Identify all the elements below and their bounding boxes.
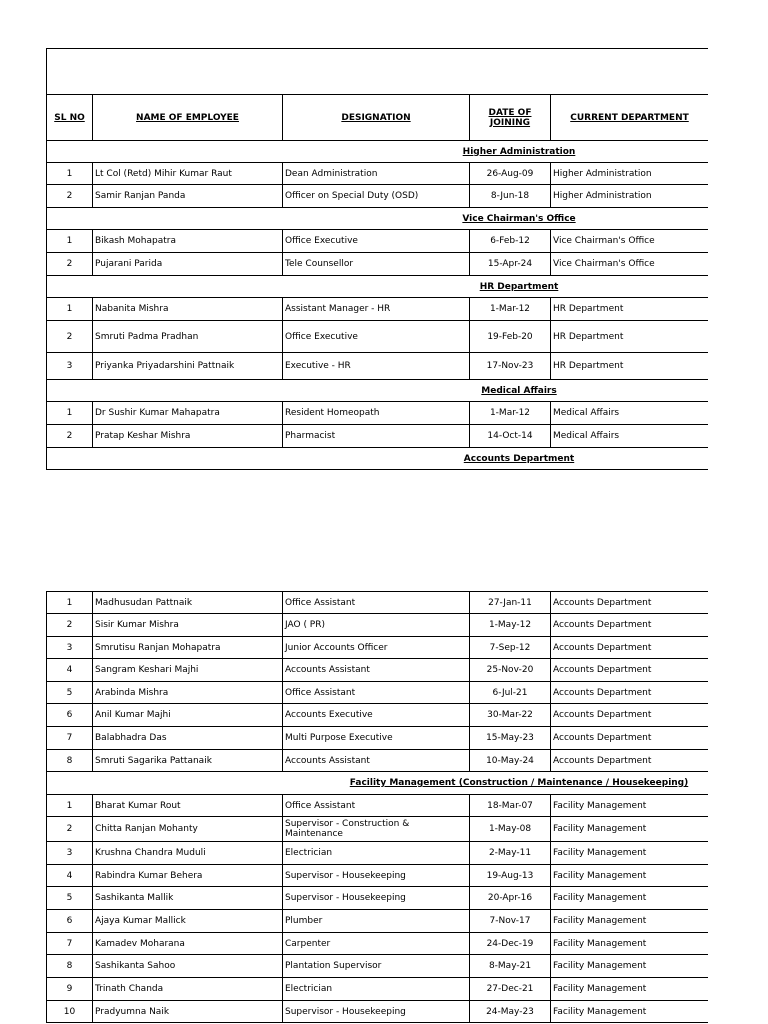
header-sl-no: SL NO (47, 95, 93, 140)
cell-dept: HR Department (553, 331, 624, 342)
cell-doj: 26-Aug-09 (470, 163, 551, 184)
section-title-cell (47, 448, 708, 469)
cell-doj: 15-May-23 (470, 727, 551, 749)
cell-dept: HR Department (553, 361, 624, 371)
cell-dept: Facility Management (553, 938, 647, 949)
cell-dept: Accounts Department (553, 710, 652, 720)
cell-sl: 9 (47, 978, 93, 1000)
table-row (47, 955, 708, 978)
cell-sl: 6 (47, 704, 93, 726)
section-title: Vice Chairman's Office (462, 213, 576, 224)
section-title: Medical Affairs (481, 385, 557, 396)
cell-designation: Office Assistant (283, 795, 470, 816)
table-row (47, 750, 708, 772)
cell-designation: Office Assistant (283, 682, 470, 703)
cell-dept: Vice Chairman's Office (553, 236, 655, 246)
cell-sl: 7 (47, 727, 93, 749)
cell-sl: 1 (47, 230, 93, 252)
table-row (47, 185, 708, 208)
table-row (47, 978, 708, 1001)
header-name: NAME OF EMPLOYEE (93, 95, 283, 140)
cell-sl: 2 (47, 253, 93, 275)
cell-sl: 5 (47, 682, 93, 703)
table-row (47, 659, 708, 682)
cell-name: Balabhadra Das (93, 727, 283, 749)
cell-designation: Electrician (283, 842, 470, 864)
cell-dept: Accounts Department (553, 733, 652, 743)
cell-dept: Accounts Department (553, 642, 652, 653)
cell-designation: Accounts Executive (283, 704, 470, 726)
cell-designation: Tele Counsellor (283, 253, 470, 275)
cell-dept: Facility Management (553, 1006, 647, 1017)
cell-name: Bikash Mohapatra (93, 230, 283, 252)
header-department: CURRENT DEPARTMENT (570, 112, 689, 123)
cell-designation: Office Assistant (283, 592, 470, 613)
employee-table-1 (46, 48, 708, 470)
cell-dept: Medical Affairs (553, 431, 620, 441)
table-row (47, 163, 708, 185)
section-title-cell (47, 772, 708, 794)
cell-dept: Facility Management (553, 848, 647, 858)
cell-doj: 18-Mar-07 (470, 795, 551, 816)
cell-sl: 1 (47, 592, 93, 613)
cell-name: Sashikanta Mallik (93, 887, 283, 909)
table-row (47, 842, 708, 865)
cell-dept: Accounts Department (553, 620, 652, 630)
section-title: Accounts Department (463, 453, 575, 464)
table-row (47, 353, 708, 380)
cell-sl: 10 (47, 1001, 93, 1022)
cell-designation: Supervisor - Construction & Maintenance (283, 817, 470, 841)
cell-name: Nabanita Mishra (93, 298, 283, 320)
cell-designation: Dean Administration (283, 163, 470, 184)
cell-sl: 4 (47, 865, 93, 886)
table-row (47, 817, 708, 842)
cell-designation: Assistant Manager - HR (283, 298, 470, 320)
cell-name: Rabindra Kumar Behera (93, 865, 283, 886)
cell-sl: 6 (47, 910, 93, 932)
cell-designation: Executive - HR (283, 353, 470, 379)
cell-doj: 7-Sep-12 (470, 637, 551, 658)
section-title: Facility Management (Construction / Maintenance / Housekeeping) (349, 778, 689, 788)
cell-doj: 24-May-23 (470, 1001, 551, 1022)
section-row (47, 380, 708, 402)
cell-sl: 3 (47, 637, 93, 658)
cell-sl: 1 (47, 795, 93, 816)
cell-designation: Supervisor - Housekeeping (283, 887, 470, 909)
cell-sl: 5 (47, 887, 93, 909)
cell-sl: 2 (47, 185, 93, 207)
cell-designation: Plantation Supervisor (283, 955, 470, 977)
cell-doj: 15-Apr-24 (470, 253, 551, 275)
cell-doj: 14-Oct-14 (470, 425, 551, 447)
table-row (47, 402, 708, 425)
cell-designation: Carpenter (283, 933, 470, 954)
cell-dept: Accounts Department (553, 755, 652, 766)
section-title-cell (47, 276, 708, 297)
cell-doj: 19-Aug-13 (470, 865, 551, 886)
header-row (47, 95, 708, 141)
cell-sl: 2 (47, 425, 93, 447)
cell-dept: HR Department (553, 304, 624, 314)
cell-dept: Higher Administration (553, 168, 652, 179)
cell-designation: JAO ( PR) (283, 614, 470, 636)
cell-doj: 27-Jan-11 (470, 592, 551, 613)
section-title: HR Department (479, 281, 559, 292)
cell-dept: Facility Management (553, 824, 647, 834)
cell-designation: Junior Accounts Officer (283, 637, 470, 658)
section-row (47, 208, 708, 230)
cell-name: Sisir Kumar Mishra (93, 614, 283, 636)
cell-doj: 1-Mar-12 (470, 298, 551, 320)
cell-designation: Accounts Assistant (283, 659, 470, 681)
cell-sl: 1 (47, 163, 93, 184)
cell-dept: Accounts Department (553, 687, 652, 698)
cell-designation: Office Executive (283, 321, 470, 352)
table-row (47, 253, 708, 276)
section-title-cell (47, 380, 708, 401)
cell-dept: Accounts Department (553, 665, 652, 675)
section-row (47, 448, 708, 470)
cell-designation: Supervisor - Housekeeping (283, 865, 470, 886)
cell-designation: Office Executive (283, 230, 470, 252)
cell-doj: 19-Feb-20 (470, 321, 551, 352)
table-row (47, 637, 708, 659)
cell-name: Pratap Keshar Mishra (93, 425, 283, 447)
table-title-row (47, 49, 708, 95)
table-row (47, 298, 708, 321)
cell-sl: 1 (47, 402, 93, 424)
cell-designation: Accounts Assistant (283, 750, 470, 771)
cell-name: Smruti Sagarika Pattanaik (93, 750, 283, 771)
cell-name: Dr Sushir Kumar Mahapatra (93, 402, 283, 424)
cell-name: Ajaya Kumar Mallick (93, 910, 283, 932)
cell-doj: 8-May-21 (470, 955, 551, 977)
cell-sl: 2 (47, 817, 93, 841)
cell-dept: Facility Management (553, 893, 647, 903)
table-row (47, 727, 708, 750)
cell-name: Chitta Ranjan Mohanty (93, 817, 283, 841)
section-row (47, 276, 708, 298)
cell-name: Trinath Chanda (93, 978, 283, 1000)
header-doj-line1: DATE OF (488, 107, 532, 118)
table-row (47, 865, 708, 887)
cell-dept: Medical Affairs (553, 408, 620, 418)
cell-name: Sangram Keshari Majhi (93, 659, 283, 681)
cell-name: Arabinda Mishra (93, 682, 283, 703)
cell-doj: 10-May-24 (470, 750, 551, 771)
cell-sl: 3 (47, 842, 93, 864)
cell-designation: Resident Homeopath (283, 402, 470, 424)
cell-sl: 2 (47, 321, 93, 352)
cell-designation: Multi Purpose Executive (283, 727, 470, 749)
cell-sl: 7 (47, 933, 93, 954)
section-title-cell (47, 208, 708, 229)
cell-sl: 1 (47, 298, 93, 320)
cell-doj: 8-Jun-18 (470, 185, 551, 207)
cell-doj: 27-Dec-21 (470, 978, 551, 1000)
cell-doj: 6-Jul-21 (470, 682, 551, 703)
cell-dept: Higher Administration (553, 191, 652, 201)
cell-doj: 2-May-11 (470, 842, 551, 864)
header-doj-line2: JOINING (489, 117, 531, 128)
cell-designation: Electrician (283, 978, 470, 1000)
cell-name: Bharat Kumar Rout (93, 795, 283, 816)
blank-title-cell (47, 49, 708, 94)
table-row (47, 614, 708, 637)
table-row (47, 704, 708, 727)
cell-designation: Officer on Special Duty (OSD) (283, 185, 470, 207)
section-row (47, 772, 708, 795)
cell-name: Pradyumna Naik (93, 1001, 283, 1022)
cell-name: Kamadev Moharana (93, 933, 283, 954)
cell-doj: 25-Nov-20 (470, 659, 551, 681)
table-row (47, 887, 708, 910)
cell-designation: Pharmacist (283, 425, 470, 447)
cell-name: Smruti Padma Pradhan (93, 321, 283, 352)
section-title-cell (47, 141, 708, 162)
table-row (47, 682, 708, 704)
section-title: Higher Administration (462, 146, 576, 157)
cell-doj: 17-Nov-23 (470, 353, 551, 379)
header-designation: DESIGNATION (283, 95, 470, 140)
cell-name: Samir Ranjan Panda (93, 185, 283, 207)
table-row (47, 795, 708, 817)
cell-name: Smrutisu Ranjan Mohapatra (93, 637, 283, 658)
table-row (47, 321, 708, 353)
cell-dept: Facility Management (553, 800, 647, 811)
employee-table-2 (46, 591, 708, 1023)
cell-name: Sashikanta Sahoo (93, 955, 283, 977)
table-row (47, 592, 708, 614)
cell-doj: 1-Mar-12 (470, 402, 551, 424)
cell-doj: 1-May-08 (470, 817, 551, 841)
cell-name: Lt Col (Retd) Mihir Kumar Raut (93, 163, 283, 184)
cell-doj: 30-Mar-22 (470, 704, 551, 726)
table-row (47, 425, 708, 448)
cell-name: Madhusudan Pattnaik (93, 592, 283, 613)
cell-sl: 2 (47, 614, 93, 636)
cell-sl: 4 (47, 659, 93, 681)
table-row (47, 230, 708, 253)
table-row (47, 933, 708, 955)
cell-sl: 8 (47, 750, 93, 771)
cell-doj: 1-May-12 (470, 614, 551, 636)
cell-dept: Facility Management (553, 984, 647, 994)
cell-name: Krushna Chandra Muduli (93, 842, 283, 864)
cell-sl: 8 (47, 955, 93, 977)
cell-name: Priyanka Priyadarshini Pattnaik (93, 353, 283, 379)
cell-doj: 24-Dec-19 (470, 933, 551, 954)
cell-designation: Plumber (283, 910, 470, 932)
cell-dept: Vice Chairman's Office (553, 259, 655, 269)
cell-dept: Facility Management (553, 961, 647, 971)
cell-dept: Accounts Department (553, 597, 652, 608)
header-date-of-joining (470, 95, 551, 140)
cell-doj: 7-Nov-17 (470, 910, 551, 932)
section-row (47, 141, 708, 163)
table-row (47, 1001, 708, 1023)
cell-dept: Facility Management (553, 916, 647, 926)
cell-dept: Facility Management (553, 870, 647, 881)
cell-name: Pujarani Parida (93, 253, 283, 275)
cell-doj: 6-Feb-12 (470, 230, 551, 252)
cell-sl: 3 (47, 353, 93, 379)
table-row (47, 910, 708, 933)
cell-name: Anil Kumar Majhi (93, 704, 283, 726)
cell-doj: 20-Apr-16 (470, 887, 551, 909)
cell-designation: Supervisor - Housekeeping (283, 1001, 470, 1022)
